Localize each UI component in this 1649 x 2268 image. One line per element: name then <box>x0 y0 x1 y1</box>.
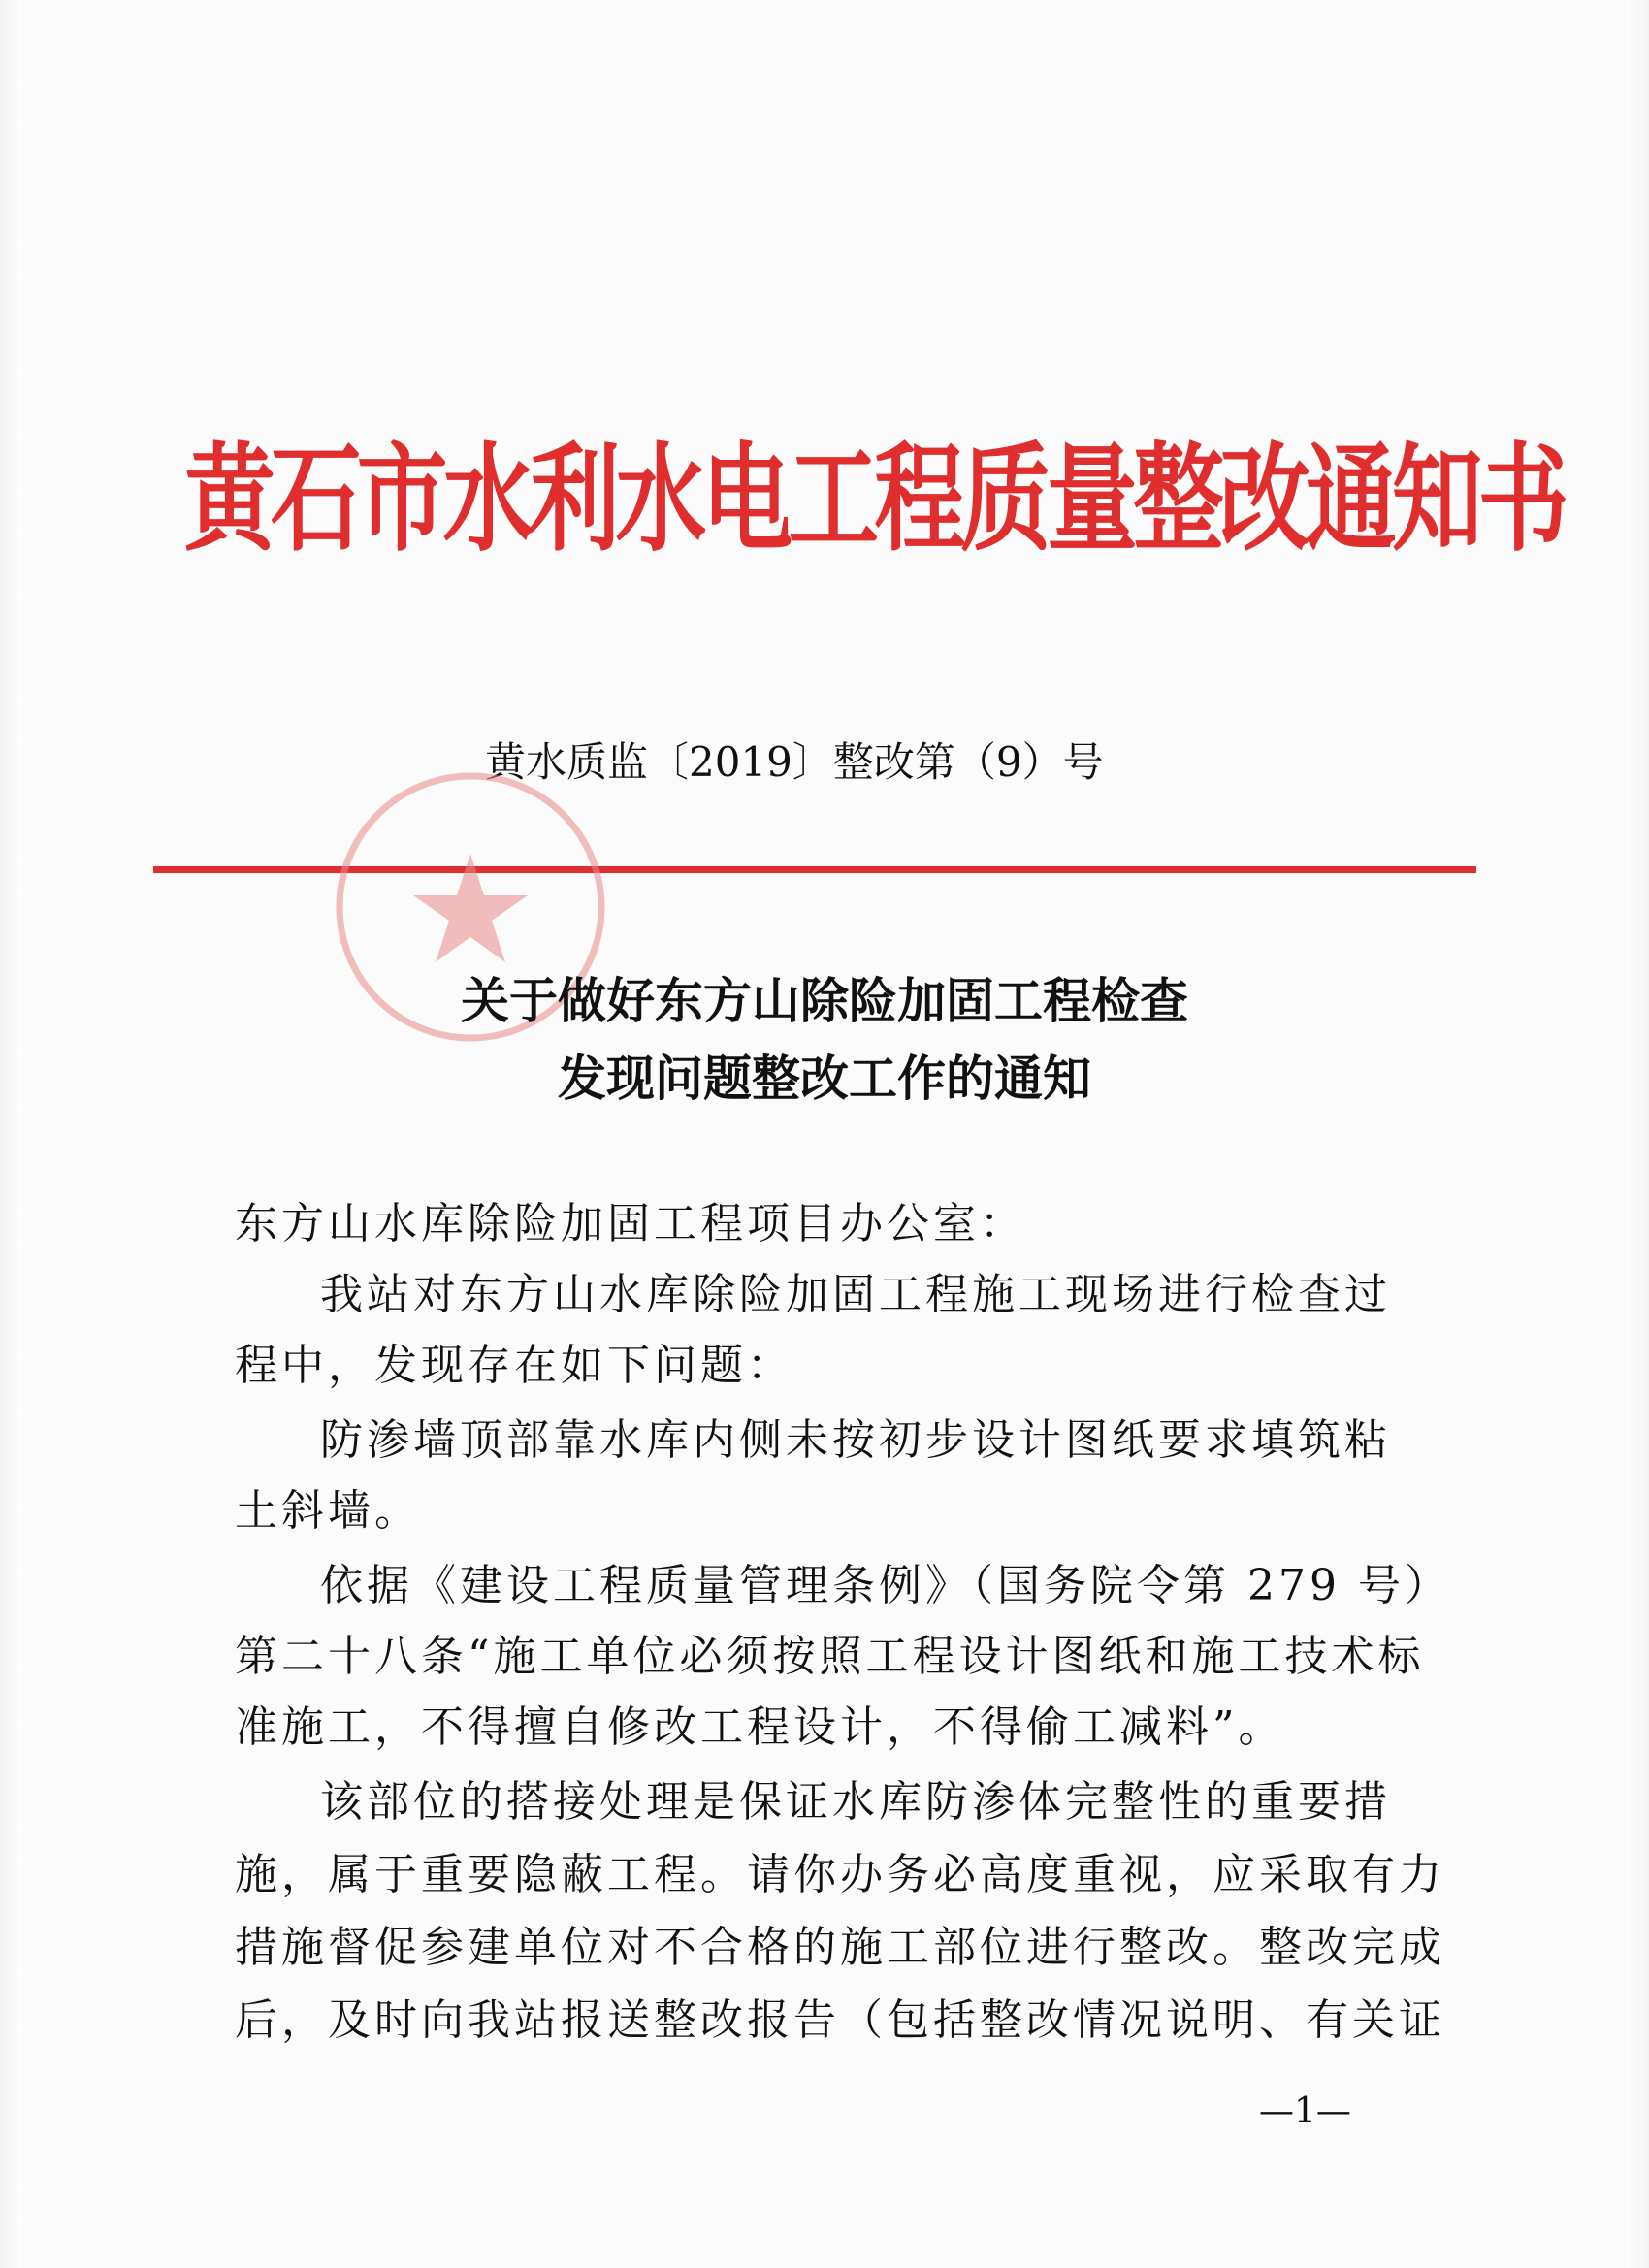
paragraph-2-line-2: 土斜墙。 <box>235 1486 421 1536</box>
paragraph-4-line-4: 后，及时向我站报送整改报告（包括整改情况说明、有关证 <box>235 1995 1445 2045</box>
paragraph-3-line-1: 依据《建设工程质量管理条例》（国务院令第 279 号） <box>320 1561 1451 1610</box>
notice-subject-line-2: 发现问题整改工作的通知 <box>558 1050 1091 1107</box>
document-title: 黄石市水利水电工程质量整改通知书 <box>184 431 1565 567</box>
notice-subject-line-1: 关于做好东方山除险加固工程检查 <box>461 972 1188 1029</box>
paragraph-1-line-2: 程中，发现存在如下问题： <box>235 1341 793 1390</box>
paragraph-4-line-2: 施，属于重要隐蔽工程。请你办务必高度重视，应采取有力 <box>235 1850 1445 1899</box>
page-number: —1— <box>1259 2091 1351 2131</box>
paragraph-4-line-3: 措施督促参建单位对不合格的施工部位进行整改。整改完成 <box>235 1923 1445 1972</box>
paragraph-4-line-1: 该部位的搭接处理是保证水库防渗体完整性的重要措 <box>320 1777 1391 1827</box>
paragraph-3-line-3: 准施工，不得擅自修改工程设计，不得偷工减料”。 <box>235 1702 1285 1752</box>
paragraph-2-line-1: 防渗墙顶部靠水库内侧未按初步设计图纸要求填筑粘 <box>320 1415 1391 1465</box>
scan-edge-left <box>0 0 23 2268</box>
paragraph-1-line-1: 我站对东方山水库除险加固工程施工现场进行检查过 <box>320 1270 1391 1319</box>
paragraph-3-line-2: 第二十八条“施工单位必须按照工程设计图纸和施工技术标 <box>235 1632 1425 1681</box>
scan-edge-right <box>1626 0 1649 2268</box>
star-icon <box>413 854 528 962</box>
addressee: 东方山水库除险加固工程项目办公室： <box>235 1199 1026 1248</box>
document-number: 黄水质监〔2019〕整改第（9）号 <box>485 738 1104 786</box>
